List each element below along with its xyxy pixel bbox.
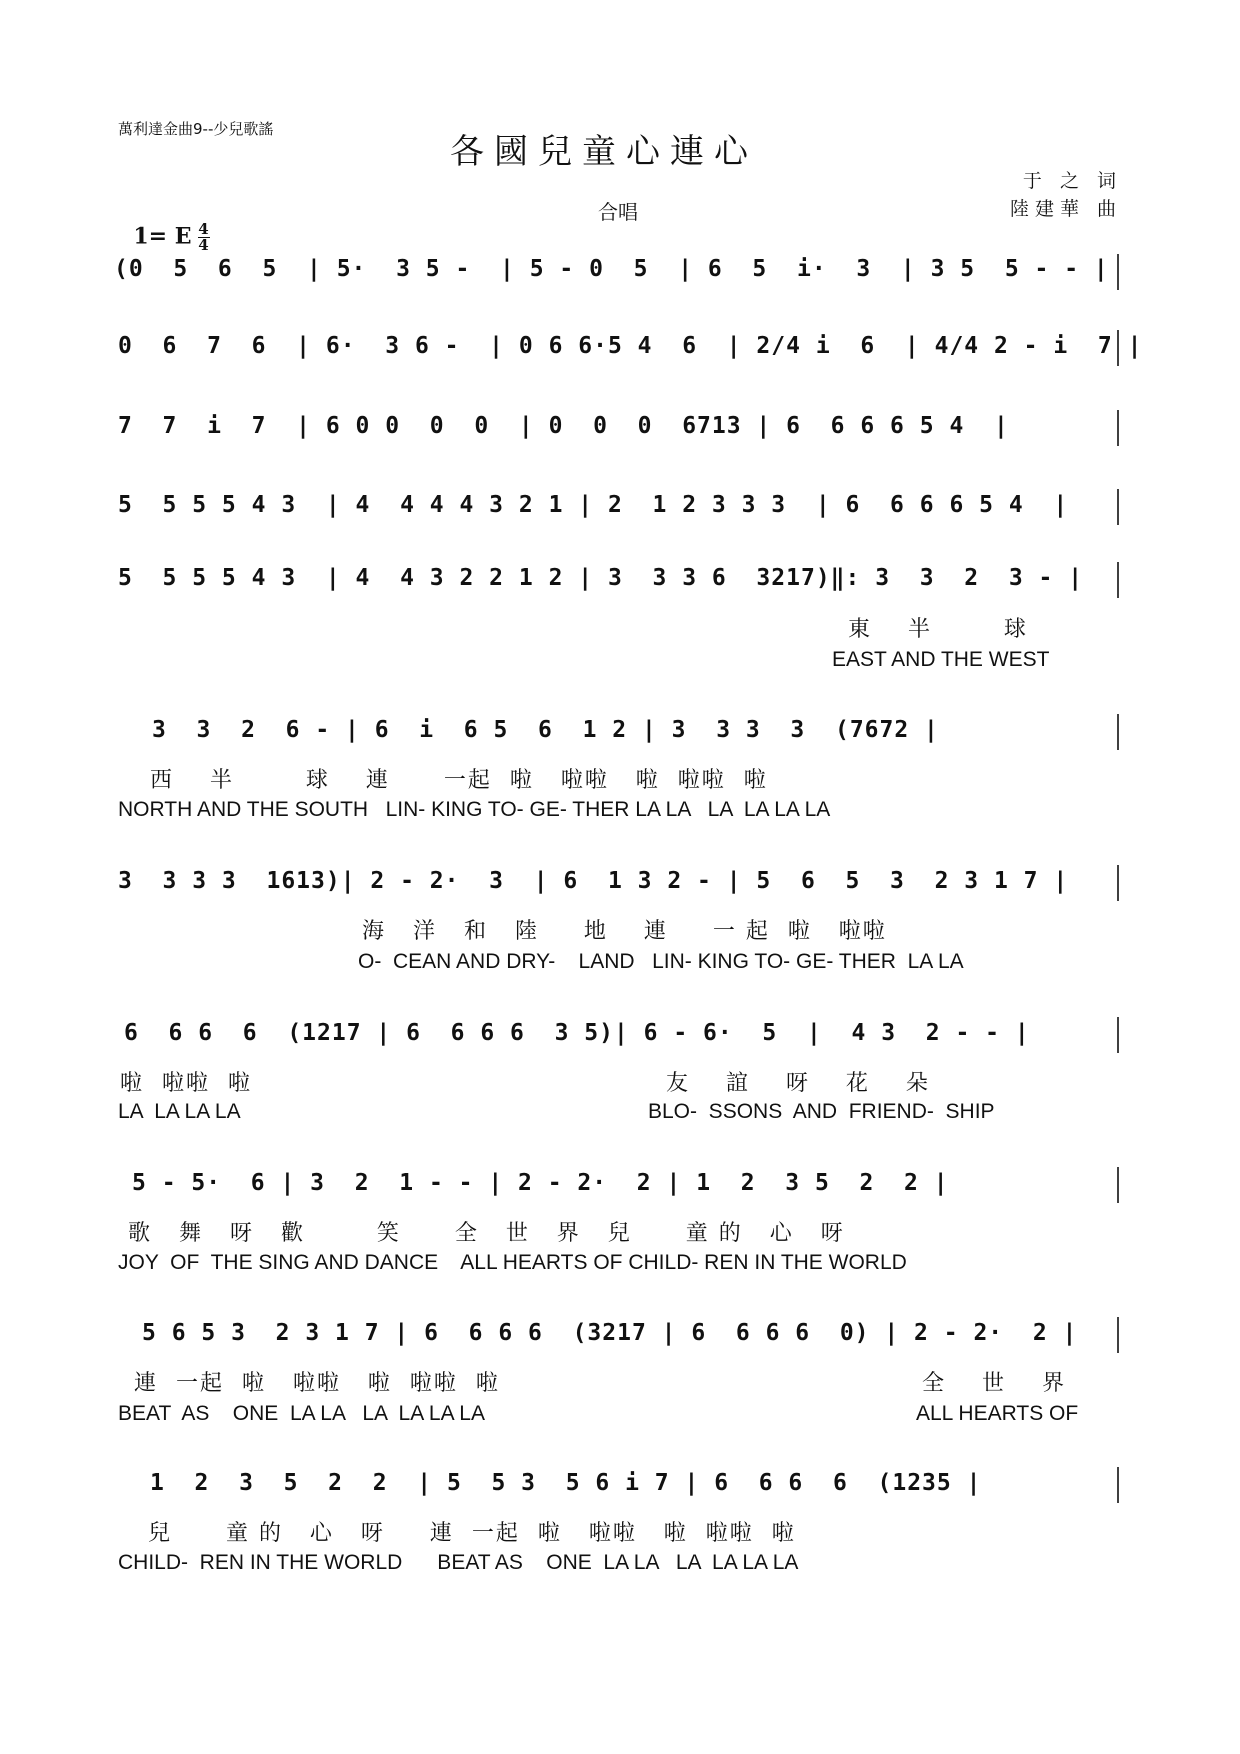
time-signature: $\frac{4}{4}$ xyxy=(198,220,209,254)
notes-row: 1 2 3 5 2 2 | 5 5 3 5 6 i 7 | 6 6 6 6 (1235 | xyxy=(150,1470,982,1496)
notes-row: 5 6 5 3 2 3 1 7 | 6 6 6 6 (3217 | 6 6 6 6 0) | 2 - 2· 2 | xyxy=(142,1320,1078,1346)
lyrics-zh: 東 半 球 xyxy=(848,617,1028,642)
lyrics-zh: 海 洋 和 陸 地 連 一 起 啦 啦啦 xyxy=(362,919,887,944)
lyrics-en: JOY OF THE SING AND DANCE ALL HEARTS OF CHILD- REN IN THE WORLD xyxy=(118,1251,907,1274)
lyrics-zh: 連 一起 啦 啦啦 啦 啦啦 啦 xyxy=(134,1371,500,1396)
lyrics-zh: 歌 舞 呀 歡 笑 全 世 界 兒 童 的 心 呀 xyxy=(128,1221,845,1246)
song-title: 各國兒童心連心 xyxy=(450,132,758,172)
lyrics-en: BLO- SSONS AND FRIEND- SHIP xyxy=(648,1100,995,1123)
lyrics-en: NORTH AND THE SOUTH LIN- KING TO- GE- THER LA LA LA LA LA LA xyxy=(118,798,831,821)
lyrics-en: LA LA LA LA xyxy=(118,1100,241,1123)
notes-row: (0 5 6 5 | 5· 3 5 - | 5 - 0 5 | 6 5 i· 3 | 3 5 5 - - | xyxy=(114,256,1109,282)
lyrics-en: O- CEAN AND DRY- LAND LIN- KING TO- GE- THER LA LA xyxy=(358,950,964,973)
lyrics-zh: 啦 啦啦 啦 xyxy=(120,1071,252,1096)
lyrics-en: EAST AND THE WEST xyxy=(832,648,1050,671)
lyrics-en: BEAT AS ONE LA LA LA LA LA LA xyxy=(118,1402,485,1425)
lyrics-en: CHILD- REN IN THE WORLD BEAT AS ONE LA LA LA LA LA LA xyxy=(118,1551,799,1574)
lyrics-zh: 西 半 球 連 一起 啦 啦啦 啦 啦啦 啦 xyxy=(150,768,768,793)
lyrics-zh: 友 誼 呀 花 朵 xyxy=(666,1071,930,1096)
lyrics-en: ALL HEARTS OF xyxy=(916,1402,1079,1425)
lyrics-zh: 兒 童 的 心 呀 連 一起 啦 啦啦 啦 啦啦 啦 xyxy=(148,1521,796,1546)
notes-row: 5 5 5 5 4 3 | 4 4 3 2 2 1 2 | 3 3 3 6 3217)‖: 3 3 2 3 - | xyxy=(118,565,1084,591)
notes-row: 5 5 5 5 4 3 | 4 4 4 4 3 2 1 | 2 1 2 3 3 3 | 6 6 6 6 5 4 | xyxy=(118,492,1069,518)
notes-row: 6 6 6 6 (1217 | 6 6 6 6 3 5)| 6 - 6· 5 | 4 3 2 - - | xyxy=(124,1020,1030,1046)
lyricist-credit: 于 之 词 xyxy=(1022,170,1122,192)
album-header: 萬利達金曲9--少兒歌謠 xyxy=(118,120,274,138)
composer-credit: 陸建華 曲 xyxy=(1009,198,1122,220)
key-label: 1= E xyxy=(133,223,192,250)
notes-row: 0 6 7 6 | 6· 3 6 - | 0 6 6·5 4 6 | 2/4 i 6 | 4/4 2 - i 7 | xyxy=(118,333,1143,359)
notes-row: 3 3 2 6 - | 6 i 6 5 6 1 2 | 3 3 3 3 (7672 | xyxy=(152,717,939,743)
lyrics-zh: 全 世 界 xyxy=(922,1371,1066,1396)
notes-row: 7 7 i 7 | 6 0 0 0 0 | 0 0 0 6713 | 6 6 6 6 5 4 | xyxy=(118,413,1009,439)
notes-row: 3 3 3 3 1613)| 2 - 2· 3 | 6 1 3 2 - | 5 6 5 3 2 3 1 7 | xyxy=(118,868,1069,894)
notes-row: 5 - 5· 6 | 3 2 1 - - | 2 - 2· 2 | 1 2 3 5 2 2 | xyxy=(132,1170,949,1196)
performance-mode: 合唱 xyxy=(598,200,638,224)
